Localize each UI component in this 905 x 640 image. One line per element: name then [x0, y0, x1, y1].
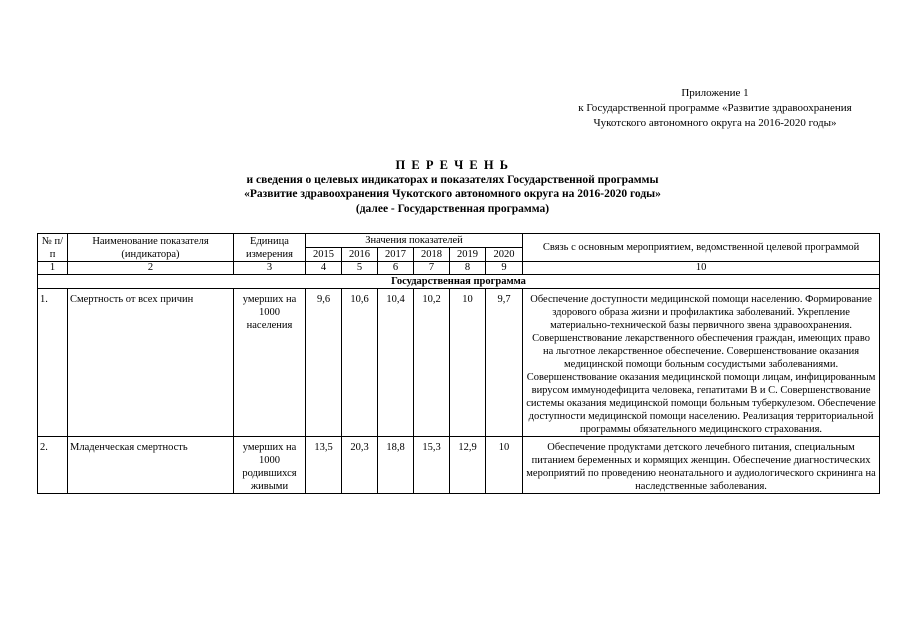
- column-number: 8: [450, 262, 486, 275]
- section-title: Государственная программа: [38, 275, 880, 289]
- row-link: Обеспечение продуктами детского лечебного питания, специальным питанием беременных и кормящих женщин. Обеспечение диагностических мероприятий по проведению неонатального и аудиологического скрининга на наследственные заболевания.: [523, 437, 880, 494]
- column-number: 1: [38, 262, 68, 275]
- row-link: Обеспечение доступности медицинской помощи населению. Формирование здорового образа жизни и профилактика заболеваний. Укрепление материально-технической базы первичного звена здравоохранения. Совершенствование лекарственного обеспечения граждан, имеющих право на льготное лекарственное обеспечение. Совершенствование оказания медицинской помощи больным сосудистыми заболеваниями. Совершенствование оказания медицинской помощи лицам, инфицированным вирусом иммунодефицита человека, гепатитами В и С. Совершенствование системы оказания медицинской помощи больным туберкулезом. Обеспечение доступности медицинской помощи населению. Реализация территориальной программы обязательного медицинского страхования.: [523, 289, 880, 437]
- title-line: (далее - Государственная программа): [355, 202, 550, 215]
- row-value: 10: [450, 289, 486, 437]
- header-link: Связь с основным мероприятием, ведомственной целевой программой: [523, 234, 880, 262]
- row-name: Смертность от всех причин: [68, 289, 234, 437]
- column-numbers-row: [38, 262, 880, 275]
- row-unit: умерших на 1000 родившихся живыми: [234, 437, 306, 494]
- title-line: и сведения о целевых индикаторах и показателях Государственной программы: [246, 173, 659, 186]
- row-value: 10,6: [342, 289, 378, 437]
- appendix-line: Приложение 1: [681, 87, 749, 99]
- appendix-line: к Государственной программе «Развитие здравоохранения: [578, 102, 852, 114]
- header-year: 2018: [414, 248, 450, 262]
- table-row: [38, 289, 880, 437]
- header-number: № п/п: [38, 234, 68, 262]
- document-title: [0, 158, 905, 216]
- row-value: 10,4: [378, 289, 414, 437]
- header-unit: Единица измерения: [234, 234, 306, 262]
- column-number: 9: [486, 262, 523, 275]
- section-row: [38, 275, 880, 289]
- header-year: 2020: [486, 248, 523, 262]
- row-name: Младенческая смертность: [68, 437, 234, 494]
- header-name: Наименование показателя (индикатора): [68, 234, 234, 262]
- row-value: 10: [486, 437, 523, 494]
- row-value: 10,2: [414, 289, 450, 437]
- column-number: 10: [523, 262, 880, 275]
- column-number: 2: [68, 262, 234, 275]
- row-value: 20,3: [342, 437, 378, 494]
- table-row: [38, 437, 880, 494]
- column-number: 3: [234, 262, 306, 275]
- header-values-group: Значения показателей: [306, 234, 523, 248]
- header-row: [38, 234, 880, 248]
- row-value: 12,9: [450, 437, 486, 494]
- appendix-line: Чукотского автономного округа на 2016-2020 годы»: [593, 117, 837, 129]
- row-value: 18,8: [378, 437, 414, 494]
- column-number: 6: [378, 262, 414, 275]
- header-year: 2015: [306, 248, 342, 262]
- header-year: 2017: [378, 248, 414, 262]
- title-line: «Развитие здравоохранения Чукотского автономного округа на 2016-2020 годы»: [244, 188, 661, 200]
- row-unit: умерших на 1000 населения: [234, 289, 306, 437]
- row-value: 13,5: [306, 437, 342, 494]
- indicators-table: [37, 233, 880, 494]
- row-number: 1.: [38, 289, 68, 437]
- header-year: 2016: [342, 248, 378, 262]
- column-number: 4: [306, 262, 342, 275]
- column-number: 5: [342, 262, 378, 275]
- title-heading: П Е Р Е Ч Е Н Ь: [395, 158, 510, 172]
- row-value: 15,3: [414, 437, 450, 494]
- header-year: 2019: [450, 248, 486, 262]
- row-value: 9,7: [486, 289, 523, 437]
- appendix-note: [530, 86, 900, 131]
- row-value: 9,6: [306, 289, 342, 437]
- column-number: 7: [414, 262, 450, 275]
- row-number: 2.: [38, 437, 68, 494]
